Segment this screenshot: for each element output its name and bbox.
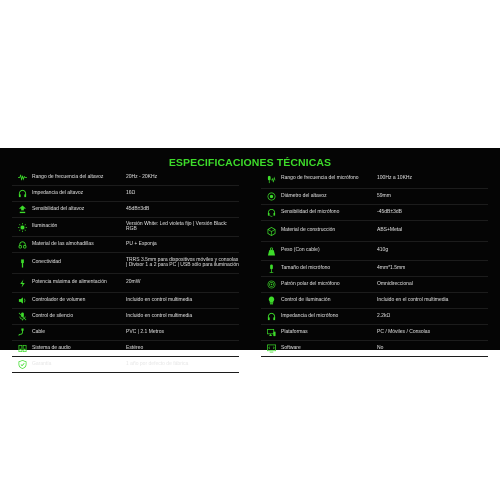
lighting-control-icon <box>261 296 281 305</box>
earpad-icon <box>12 240 32 249</box>
mic-impedance-icon <box>261 312 281 321</box>
spec-value: 20Hz - 20KHz <box>126 173 158 180</box>
cable-icon <box>12 328 32 337</box>
spec-row <box>12 253 239 274</box>
spec-row <box>12 341 239 357</box>
spec-value: -45dB±3dB <box>377 208 402 215</box>
spec-label: Potencia máxima de alimentación <box>32 279 107 286</box>
spec-row <box>12 170 239 186</box>
spec-label: Sistema de audio <box>32 344 71 351</box>
spec-row <box>261 242 488 261</box>
spec-row <box>261 205 488 221</box>
spec-value: No <box>377 344 384 351</box>
spec-label: Sensibilidad del micrófono <box>281 208 340 215</box>
spec-row <box>12 237 239 253</box>
spec-label: Diámetro del altavoz <box>281 192 327 199</box>
spec-value: 20mW <box>126 279 141 286</box>
sensitivity-icon <box>12 205 32 214</box>
spec-label: Material de construcción <box>281 227 336 234</box>
spec-label: Software <box>281 344 301 351</box>
spec-value: PU + Esponja <box>126 240 157 247</box>
software-icon <box>261 344 281 353</box>
spec-value: Incluido en el control multimedia <box>377 296 449 303</box>
spec-label: Plataformas <box>281 328 308 335</box>
spec-value: PVC | 2.1 Metros <box>126 328 164 335</box>
spec-row <box>261 293 488 309</box>
spec-value: 100Hz a 10KHz <box>377 175 413 182</box>
volume-control-icon <box>12 296 32 305</box>
headphone-icon <box>12 189 32 198</box>
frequency-icon <box>12 173 32 182</box>
spec-value: 1 año por defecto de fábrica <box>126 360 189 367</box>
spec-value: 45dB±3dB <box>126 205 150 212</box>
spec-label: Conectividad <box>32 259 61 266</box>
spec-value: 410g <box>377 247 389 254</box>
spec-row <box>12 202 239 218</box>
mic-frequency-icon <box>261 175 281 184</box>
spec-value: Omnidireccional <box>377 280 413 287</box>
spec-label: Impedancia del micrófono <box>281 312 339 319</box>
spec-label: Cable <box>32 328 46 335</box>
mute-control-icon <box>12 312 32 321</box>
light-icon <box>12 223 32 232</box>
specs-title: ESPECIFICACIONES TÉCNICAS <box>168 157 332 169</box>
specs-left-column <box>12 170 239 373</box>
spec-value: 59mm <box>377 192 391 199</box>
spec-label: Tamaño del micrófono <box>281 264 331 271</box>
spec-label: Patrón polar del micrófono <box>281 280 340 287</box>
spec-label: Garantía <box>32 360 52 367</box>
spec-value: 2.2kΩ <box>377 312 391 319</box>
spec-value: 16Ω <box>126 189 136 196</box>
weight-icon <box>261 247 281 256</box>
spec-row <box>261 341 488 357</box>
spec-value: Estéreo <box>126 344 144 351</box>
power-icon <box>12 279 32 288</box>
audio-system-icon <box>12 344 32 353</box>
spec-value: 4mm*1.5mm <box>377 264 406 271</box>
connector-icon <box>12 259 32 268</box>
spec-row <box>261 221 488 242</box>
spec-label: Impedancia del altavoz <box>32 189 84 196</box>
spec-value: PC / Móviles / Consolas <box>377 328 431 335</box>
mic-sensitivity-icon <box>261 208 281 217</box>
spec-row <box>261 261 488 277</box>
spec-value: TRRS 3.5mm para dispositivos móviles y consolas | Divisor 1 a 2 para PC | USB sólo para iluminación <box>126 256 239 268</box>
spec-label: Material de las almohadillas <box>32 240 94 247</box>
platforms-icon <box>261 328 281 337</box>
spec-value: ABS+Metal <box>377 227 403 234</box>
spec-row <box>12 325 239 341</box>
spec-label: Iluminación <box>32 223 58 230</box>
spec-row <box>12 186 239 202</box>
spec-label: Peso (Con cable) <box>281 247 320 254</box>
spec-row <box>12 357 239 373</box>
spec-row <box>261 189 488 205</box>
spec-label: Controlador de volumen <box>32 296 86 303</box>
spec-value: Incluido en control multimedia <box>126 312 193 319</box>
spec-row <box>12 293 239 309</box>
warranty-icon <box>12 360 32 369</box>
specs-panel <box>0 148 500 367</box>
material-icon <box>261 227 281 236</box>
spec-row <box>261 325 488 341</box>
specs-right-column <box>261 170 488 357</box>
spec-row <box>12 309 239 325</box>
spec-label: Rango de frecuencia del altavoz <box>32 173 104 180</box>
spec-label: Control de silencio <box>32 312 74 319</box>
spec-label: Rango de frecuencia del micrófono <box>281 175 359 182</box>
spec-value: Incluido en control multimedia <box>126 296 193 303</box>
spec-label: Sensibilidad del altavoz <box>32 205 85 212</box>
spec-row <box>12 218 239 237</box>
spec-row <box>261 277 488 293</box>
spec-value: Versión White: Led violeta fijo | Versión Black: RGB <box>126 220 228 232</box>
spec-row <box>261 309 488 325</box>
spec-row <box>12 274 239 293</box>
diameter-icon <box>261 192 281 201</box>
polar-pattern-icon <box>261 280 281 289</box>
spec-label: Control de iluminación <box>281 296 331 303</box>
mic-size-icon <box>261 264 281 273</box>
spec-row <box>261 170 488 189</box>
